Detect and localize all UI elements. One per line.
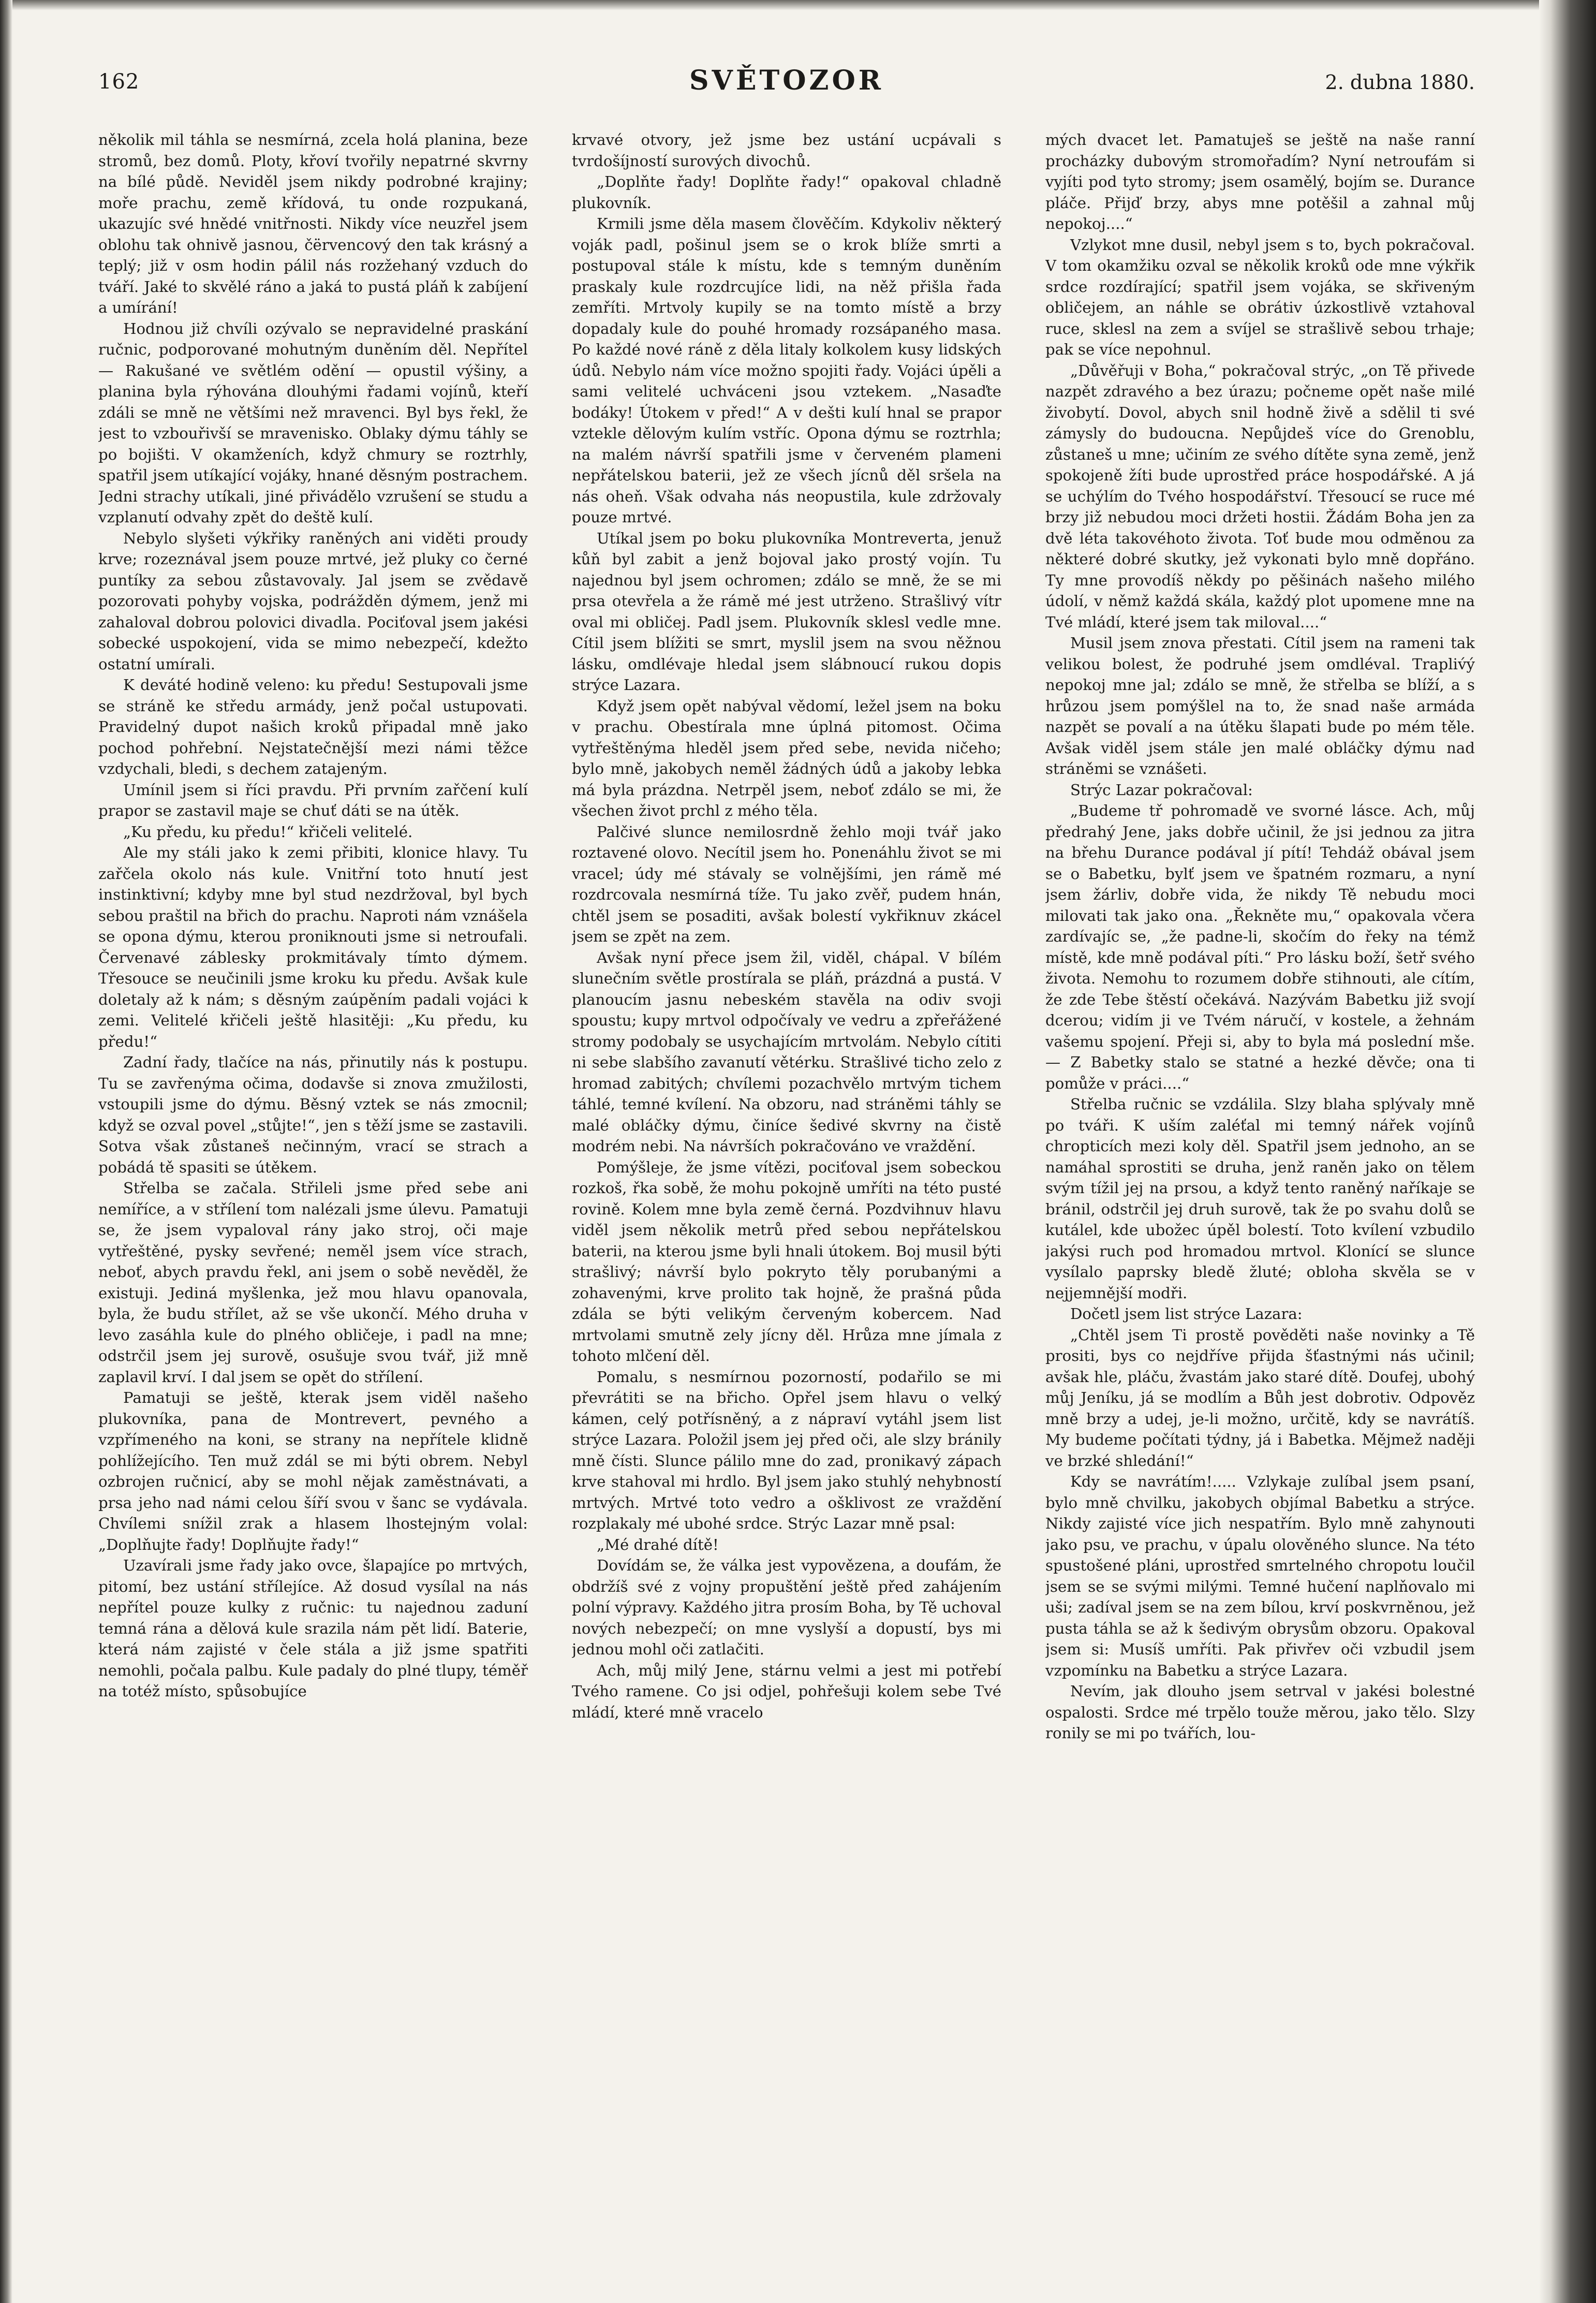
scan-edge-left (0, 0, 12, 2303)
paragraph: Palčivé slunce nemilosrdně žehlo moji tvář jako roztavené olovo. Necítil jsem ho. Ponenáhlu život se mi vracel; údy mé stávaly se volnějšími, jen rámě mé rozdrcovala nesmírná tíže. Tu jako zvěř, pudem hnán, chtěl jsem se posaditi, avšak bolestí vykřiknuv zkácel jsem se zpět na zem. (572, 823, 1001, 945)
paragraph: K deváté hodině veleno: ku předu! Sestupovali jsme se stráně ke středu armády, jenž počal ustupovati. Pravidelný dupot našich kroků připadal mně jako pochod pohřební. Nejstatečnější mezi námi těžce vzdychali, bledi, s dechem zatajeným. (98, 676, 528, 778)
paragraph: Hodnou již chvíli ozývalo se nepravidelné praskání ručnic, podporované mohutným duněním děl. Nepřítel — Rakušané ve světlém odění — opustil výšiny, a planina byla rýhována dlouhými řadami vojínů, kteří zdáli se mně ne většími než mravenci. Byl bys řekl, že jest to vzbouřivší se mravenisko. Oblaky dýmu táhly se po bojišti. V okamženích, když chmury se roztrhly, spatřil jsem utíkající vojáky, hnané děsným postrachem. Jedni strachy utíkali, jiné přivádělo vzrušení se studu a vzplanutí odvahy zpět do deště kulí. (98, 319, 528, 526)
paragraph: Uzavírali jsme řady jako ovce, šlapajíce po mrtvých, pitomí, bez ustání střílejíce. Až dosud vysílal na nás nepřítel pouze kulky z ručnic: tu najednou zaduní temná rána a dělová kule srazila nám pět lidí. Baterie, která nám zajisté v čele stála a již jsme spatřiti nemohli, počala palbu. Kule padaly do plné tlupy, téměř na totéž místo, spůsobujíce (98, 1557, 528, 1700)
paragraph: Strýc Lazar pokračoval: (1070, 781, 1253, 799)
paragraph: několik mil táhla se nesmírná, zcela holá planina, beze stromů, bez domů. Ploty, křoví tvořily nepatrné skvrny na bílé půdě. Neviděl jsem nikdy podrobné krajiny; moře prachu, země křídová, tu onde rozpukaná, ukazujíc své hnědé vnitřnosti. Nikdy více neuzřel jsem oblohu tak ohnivě jasnou, čërvencový den tak krásný a teplý; již v osm hodin pálil nás rozžehaný vzduch do tváří. Jaké to skvělé ráno a jaká to pustá pláň k zabíjení a umírání! (98, 131, 528, 316)
paragraph: Umínil jsem si říci pravdu. Při prvním zařčení kulí prapor se zastavil maje se chuť dáti se na útěk. (98, 781, 528, 819)
paragraph: Ach, můj milý Jene, stárnu velmi a jest mi potřebí Tvého ramene. Co jsi odjel, pohřešuji kolem sebe Tvé mládí, které mně vracelo (572, 1661, 1001, 1721)
scan-edge-right (1539, 0, 1596, 2303)
column-3 (1045, 129, 1475, 2278)
paragraph: Avšak nyní přece jsem žil, viděl, chápal. V bílém slunečním světle prostírala se pláň, prázdná a pustá. V planoucím jasnu nebeském stavěla na odiv svoji spoustu; kupy mrtvol odpočívaly ve vedru a zpřeřážené stromy podobaly se usychajícím mrtvolám. Nebylo cítiti ni sebe slabšího zavanutí větérku. Strašlivé ticho zelo z hromad zabitých; chvílemi pozachvělo mrtvým tichem táhlé, temné kvílení. Na obzoru, nad stráněmi táhly se malé obláčky dýmu, činíce šedivé skvrny na čistě modrém nebi. Na návrších pokračováno ve vraždění. (572, 948, 1001, 1155)
paragraph: Pamatuji se ještě, kterak jsem viděl našeho plukovníka, pana de Montrevert, pevného a vzpřímeného na koni, se stranу na nepřítele klidně pohlížejícího. Ten muž zdál se mi býti obrem. Nebyl ozbrojen ručnicí, aby se mohl nějak zaměstnávati, a prsa jeho nad námi celou šíří svou v šanc se vydávala. Chvílemi snížil zrak a hlasem lhostejným volal: „Doplňujte řady! Doplňujte řady!“ (98, 1389, 528, 1553)
paragraph: Krmili jsme děla masem člověčím. Kdykoliv některý voják padl, pošinul jsem se o krok blíže smrti a postupoval stále k místu, kde s temným duněním praskaly kule rozdrcujíce lidi, na něž přišla řada zemříti. Mrtvoly kupily se na tomto místě a brzy dopadaly kule do pouhé hromady rozsápaného masa. Po každé nové ráně z děla litaly kolkolem kusy lidských údů. Nebylo nám více možno spojiti řady. Vojáci úpěli a sami velitelé uchváceni jsou vztekem. „Nasaďte bodáky! Útokem v před!“ A v dešti kulí hnal se prapor vztekle dělovým kulím vstříc. Opona dýmu se roztrhla; na malém návrší spatřili jsme v červeném plameni nepřátelskou baterii, jež ze všech jícnů děl sršela na nás oheň. Však odvaha nás neopustila, kule zdržovaly pouze mrtvé. (572, 215, 1001, 526)
journal-title: SVĚTOZOR (689, 65, 884, 96)
paragraph: Kdy se navrátím!..... Vzlykaje zulíbal jsem psaní, bylo mně chvilku, jakobych objímal Babetku a strýce. Nikdy zajisté více jich nespatřím. Bylo mně zahynouti jako psu, ve prachu, v úpalu olověného slunce. Na této spustošené pláni, uprostřed smrtelného chropotu loučil jsem se se svými milými. Temné hučení naplňovalo mi uši; zadíval jsem se na zem bílou, krví poskvrněnou, jež pusta táhla se až k šedivým obrysům obzoru. Opakoval jsem si: Musíš umříti. Pak přivřev oči vzbudil jsem vzpomínku na Babetku a strýce Lazara. (1045, 1473, 1475, 1679)
paragraph: Utíkal jsem po boku plukovníka Montreverta, jenuž kůň byl zabit a jenž bojoval jako prostý vojín. Tu najednou byl jsem ochromen; zdálo se mně, že se mi prsa otevřela a že rámě mé jest utrženo. Strašlivý vítr oval mi obličej. Padl jsem. Plukovník sklesl vedle mne. Cítil jsem blížiti se smrt, myslil jsem na svou něžnou lásku, omdlévaje hledal jsem slábnoucí rukou dopis strýce Lazara. (572, 529, 1001, 694)
paragraph: Střelba se začala. Střileli jsme před sebe ani nemíříce, a v střílení tom nalézali jsme úlevu. Pamatuji se, že jsem vypaloval rány jako stroj, oči maje vytřeštěné, pysky sevřené; neměl jsem více strach, neboť, abych pravdu řekl, ani jsem o sobě nevěděl, že existuji. Jediná myšlenka, jež mou hlavu opanovala, byla, že budu střílet, až se vše ukončí. Mého druha v levo zasáhla kule do plného obličeje, i padl na mne; odstrčil jsem jej surově, osušuje svou tvář, již mně zaplavil krví. I dal jsem se opět do střílení. (98, 1179, 528, 1386)
paragraph: krvavé otvory, jež jsme bez ustání ucpávali s tvrdošíjností surových divochů. (572, 131, 1001, 170)
scan-edge-top (0, 0, 1596, 10)
paragraph: Zadní řady, tlačíce na nás, přinutily nás k postupu. Tu se zavřenýma očima, dodavše si znova zmužilosti, vstoupili jsme do dýmu. Běsný vztek se nás zmocnil; když se ozval povel „stůjte!“, jen s těží jsme se zastavili. Sotva však zůstaneš nečinným, vrací se strach a pobádá tě spasiti se útěkem. (98, 1053, 528, 1176)
column-2 (572, 129, 1001, 2278)
paragraph: „Důvěřuji v Boha,“ pokračoval strýc, „on Tě přivede nazpět zdravého a bez úrazu; počneme opět naše milé živobytí. Dovol, abych snil hodně živě a sdělil ti své zámysly do budoucna. Nepůjdeš více do Grenoblu, zůstaneš u mne; učiním ze svého dítěte syna země, jenž spokojeně žíti bude uprostřed práce hospodářské. A já se uchýlím do Tvého hospodářství. Třesoucí se ruce mé brzy již nebudou moci držeti hostii. Žádám Boha jen za dvě léta takovéhoto života. Toť bude mou odměnou za některé dobré skutky, jež vykonati bylo mně dopřáno. Ty mne provodíš někdy po pěšinách našeho milého údolí, v němž každá skála, každý plot upomene mne na Tvé mládí, které jsem tak miloval....“ (1045, 361, 1475, 631)
paragraph: Střelba ručnic se vzdálila. Slzy blaha splývaly mně po tváři. K uším zaléťal mi temný nářek vojínů chropticích mezi koly děl. Spatřil jsem jednoho, an se namáhal sprostiti se druha, jenž raněn jako on tělem svým tížil jej na prsou, a když tento raněný naříkaje se bránil, odstrčil jej druh surově, tak že po svahu dolů se kutálel, kde ubožec úpěl bolestí. Toto kvílení vzbudilo jakýsi ruch pod hromadou mrtvol. Klonící se slunce vysílalo paprsky bledě žluté; obloha skvěla se v nejjemnější modři. (1045, 1095, 1475, 1302)
paragraph: Nevím, jak dlouho jsem setrval v jakési bolestné ospalosti. Srdce mé trpělo touže měrou, jako tělo. Slzy ronily se mi po tvářích, lou- (1045, 1682, 1475, 1742)
page-header (98, 65, 1475, 111)
paragraph: „Mé drahé dítě! (597, 1535, 719, 1553)
paragraph: mých dvacet let. Pamatuješ se ještě na naše ranní procházky dubovým stromořadím? Nyní netroufám si vyjíti pod tyto stromy; jsem osamělý, bojím se. Durance pláče. Přijď brzy, abys mne potěšil a zahnal můj nepokoj....“ (1045, 131, 1475, 232)
paragraph: Ale my stáli jako k zemi přibiti, klonice hlavy. Tu zařčela okolo nás kule. Vnitřní toto hnutí jest instinktivní; kdyby mne byl stud nezdržoval, byl bych sebou praštil na břich do prachu. Naproti nám vznášela se opona dýmu, kterou proniknouti jsme si netroufali. Červenavé záblesky prokmitávaly tímto dýmem. Třesouce se neučinili jsme kroku ku předu. Avšak kule doletaly až k nám; s děsným zaúpěním padali vojáci k zemi. Velitelé křičeli ještě hlasitěji: „Ku předu, ku předu!“ (98, 844, 528, 1050)
paragraph: Pomalu, s nesmírnou pozorností, podařilo se mi převrátiti se na břicho. Opřel jsem hlavu o velký kámen, celý potřísněný, a z nápraví vytáhl jsem list strýce Lazara. Položil jsem jej před oči, ale slzy bránily mně čísti. Slunce pálilo mne do zad, pronikavý zápach krve stahoval mi hrdlo. Byl jsem jako stuhlý nehybností mrtvých. Mrtvé toto vedro a ošklivost ze vraždění rozplakaly mé ubohé srdce. Strýc Lazar mně psal: (572, 1368, 1001, 1532)
column-1 (98, 129, 528, 2278)
paragraph: Nebylo slyšeti výkřiky raněných ani viděti proudy krve; rozeznával jsem pouze mrtvé, jež pluky co černé puntíky za sebou zůstavovaly. Jal jsem se zvědavě pozorovati pohyby vojska, podrážděn dýmem, jenž mi zahaloval dobrou polovici divadla. Pociťoval jsem jakési sobecké uspokojení, vida se mimo nebezpečí, kdežto ostatní umírali. (98, 529, 528, 673)
paragraph: Musil jsem znova přestati. Cítil jsem na rameni tak velikou bolest, že podruhé jsem omdléval. Trapliv́ý nepokoj mne jal; zdálo se mně, že střelba se blíží, a s hrůzou jsem pomýšlel na to, že snad naše armáda nazpět se povalí a na útěku šlapati bude po mém těle. Avšak viděl jsem stále jen malé obláčky dýmu nad stráněmi se vznášeti. (1045, 634, 1475, 778)
paragraph: Pomýšleje, že jsme vítězi, pociťoval jsem sobeckou rozkoš, řka sobě, že mohu pokojně umříti na této pusté rovině. Kolem mne byla země černá. Pozdvihnuv hlavu viděl jsem několik metrů před sebou nepřátelskou baterii, na kterou jsme byli hnali útokem. Boj musil býti strašlivý; návrší bylo pokryto těly porubanými a zohavenými, krve prolito tak hojně, že prašná půda zdála se býti velikým červeným kobercem. Nad mrtvolami smutně zely jícny děl. Hrůza mne jímala z tohoto mlčení děl. (572, 1158, 1001, 1365)
paragraph: Dovídám se, že válka jest vypovězena, a doufám, že obdržíš své z vojny propuštění ještě před zahájením polní výpravy. Každého jitra prosím Boha, by Tě uchoval nových nebezpečí; on mne vyslyší a dopustí, bys mi jednou mohl oči zatlačiti. (572, 1557, 1001, 1658)
paragraph: „Budeme tř pohromadě ve svorné lásce. Ach, můj předrahý Jene, jaks dobře učinil, že jsi jednou za jitra na břehu Durance podával jí pítí! Tehdáž obával jsem se o Babetku, bylť jsem ve špatném rozmaru, a nyní jsem žárliv, dobře vida, že nikdy Tě nebudu moci milovati tak jako ona. „Řekněte mu,“ opakovala včera zardívajíc se, „že padne-li, skočím do řeky na témž místě, kde mně podával píti.“ Pro lásku boží, šetř svého života. Nemohu to rozumem dobře stihnouti, ale cítím, že zde Tebe štěstí očekává. Nazývám Babetku již svojí dcerou; vidím ji ve Tvém náručí, v kostele, a žehnám vašemu spojení. Přeji si, aby to byla má poslední mše. — Z Babetky stalo se statné a hezké děvče; ona ti pomůže v práci....“ (1045, 802, 1475, 1092)
paragraph: Dočetl jsem list strýce Lazara: (1070, 1305, 1303, 1323)
issue-date: 2. dubna 1880. (1325, 71, 1475, 94)
paragraph: „Chtěl jsem Ti prostě pověděti naše novinky a Tě prositi, bys co nejdříve přijda šťastnými nás učinil; avšak hle, pláču, žvastám jako staré dítě. Doufej, ubohý můj Jeníku, já se modlím a Bůh jest dobrotiv. Odpověz mně brzy a udej, je-li možno, určitě, kdy se navrátíš. My budeme počítati týdny, já i Babetka. Mějmež naději ve brzké shledání!“ (1045, 1326, 1475, 1470)
page-number: 162 (98, 70, 140, 94)
paragraph: Když jsem opět nabýval vědomí, ležel jsem na boku v prachu. Obestírala mne úplná pitomost. Očima vytřeštěnýma hleděl jsem před sebe, nevida ničeho; bylo mně, jakobych neměl žádných údů a jakoby lebka má byla prázdna. Netrpěl jsem, neboť zdálo se mi, že všechen život prchl z mého těla. (572, 697, 1001, 819)
paragraph: Vzlykot mne dusil, nebyl jsem s to, bych pokračoval. V tom okamžiku ozval se několik kroků ode mne výkřik srdce rozdírající; spatřil jsem vojáka, se skřiveným obličejem, an náhle se obrátiv úzkostlivě vztahoval ruce, sklesl na zem a svíjel se strašlivě sebou trhaje; pak se více nepohnul. (1045, 236, 1475, 358)
paragraph: „Ku předu, ku předu!“ křičeli velitelé. (123, 823, 413, 841)
paragraph: „Doplňte řady! Doplňte řady!“ opakoval chladně plukovník. (572, 173, 1001, 212)
text-columns (98, 129, 1475, 2278)
